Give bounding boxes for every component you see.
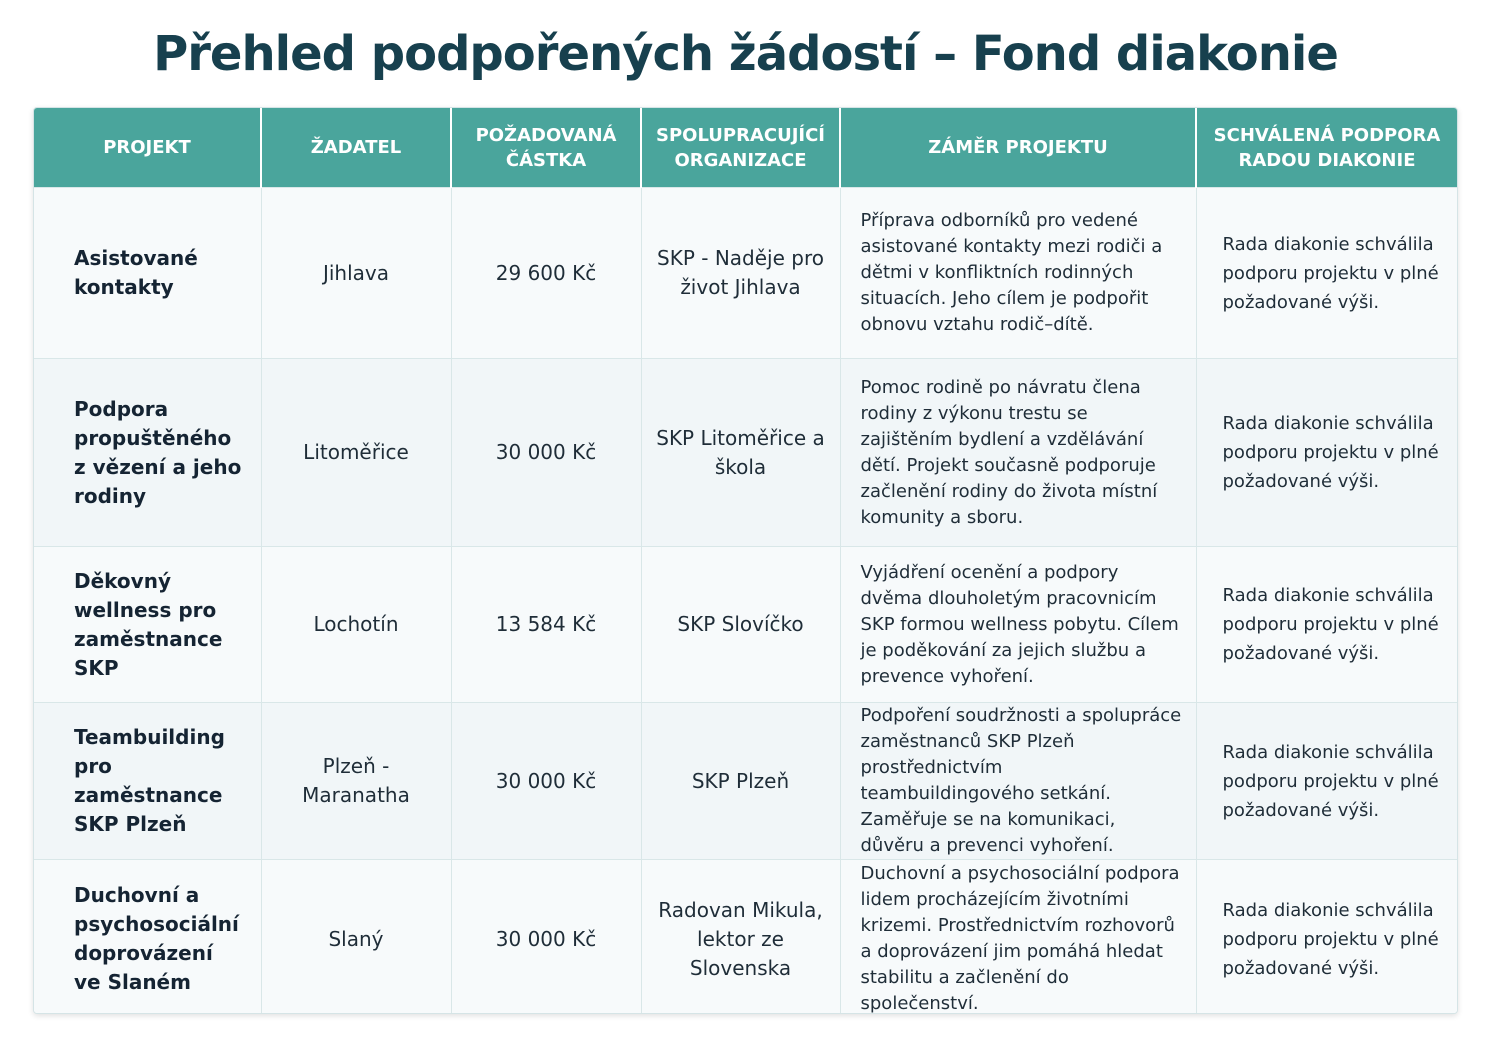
table-row [34, 703, 1457, 860]
cell-amount: 30 000 Kč [451, 703, 641, 860]
cell-partner: SKP Slovíčko [641, 547, 840, 703]
cell-amount: 13 584 Kč [451, 547, 641, 703]
table-row [34, 547, 1457, 703]
cell-goal: Vyjádření ocenění a podpory dvěma dlouholetým pracovnicím SKP formou wellness pobytu. Cílem je poděkování za jejich službu a prevence vyhoření. [840, 547, 1196, 703]
cell-applicant: Plzeň - Maranatha [261, 703, 451, 860]
header-goal: ZÁMĚR PROJEKTU [840, 108, 1196, 188]
cell-approval: Rada diakonie schválila podporu projektu v plné požadované výši. [1196, 188, 1457, 359]
grants-table [34, 108, 1457, 1014]
cell-applicant: Litoměřice [261, 359, 451, 547]
cell-goal: Podpoření soudržnosti a spolupráce zaměstnanců SKP Plzeň prostřednictvím teambuildingového setkání. Zaměřuje se na komunikaci, důvěru a prevenci vyhoření. [840, 703, 1196, 860]
table-header-row [34, 108, 1457, 188]
cell-approval: Rada diakonie schválila podporu projektu v plné požadované výši. [1196, 703, 1457, 860]
cell-goal: Duchovní a psychosociální podpora lidem procházejícím životními krizemi. Prostřednictvím rozhovorů a doprovázení jim pomáhá hledat stabilitu a začlenění do společenství. [840, 860, 1196, 1015]
cell-project: Podpora propuštěného z vězení a jeho rodiny [34, 359, 261, 547]
cell-project: Asistované kontakty [34, 188, 261, 359]
table-row [34, 188, 1457, 359]
cell-project: Děkovný wellness pro zaměstnance SKP [34, 547, 261, 703]
cell-approval: Rada diakonie schválila podporu projektu v plné požadované výši. [1196, 547, 1457, 703]
cell-goal: Pomoc rodině po návratu člena rodiny z výkonu trestu se zajištěním bydlení a vzdělávání dětí. Projekt současně podporuje začlenění rodiny do života místní komunity a sboru. [840, 359, 1196, 547]
table-row [34, 860, 1457, 1015]
header-project: PROJEKT [34, 108, 261, 188]
header-amount: POŽADOVANÁ ČÁSTKA [451, 108, 641, 188]
grants-table-container [33, 107, 1458, 1014]
header-approval: SCHVÁLENÁ PODPORA RADOU DIAKONIE [1196, 108, 1457, 188]
cell-applicant: Slaný [261, 860, 451, 1015]
page-title: Přehled podpořených žádostí – Fond diakonie [153, 26, 1338, 82]
cell-partner: Radovan Mikula, lektor ze Slovenska [641, 860, 840, 1015]
cell-applicant: Jihlava [261, 188, 451, 359]
cell-partner: SKP - Naděje pro život Jihlava [641, 188, 840, 359]
cell-partner: SKP Plzeň [641, 703, 840, 860]
header-partner: SPOLUPRACUJÍCÍ ORGANIZACE [641, 108, 840, 188]
header-applicant: ŽADATEL [261, 108, 451, 188]
cell-goal: Příprava odborníků pro vedené asistované kontakty mezi rodiči a dětmi v konfliktních rodinných situacích. Jeho cílem je podpořit obnovu vztahu rodič–dítě. [840, 188, 1196, 359]
cell-project: Teambuilding pro zaměstnance SKP Plzeň [34, 703, 261, 860]
cell-project: Duchovní a psychosociální doprovázení ve Slaném [34, 860, 261, 1015]
cell-amount: 29 600 Kč [451, 188, 641, 359]
cell-applicant: Lochotín [261, 547, 451, 703]
cell-approval: Rada diakonie schválila podporu projektu v plné požadované výši. [1196, 359, 1457, 547]
table-row [34, 359, 1457, 547]
cell-amount: 30 000 Kč [451, 359, 641, 547]
cell-amount: 30 000 Kč [451, 860, 641, 1015]
cell-partner: SKP Litoměřice a škola [641, 359, 840, 547]
cell-approval: Rada diakonie schválila podporu projektu v plné požadované výši. [1196, 860, 1457, 1015]
